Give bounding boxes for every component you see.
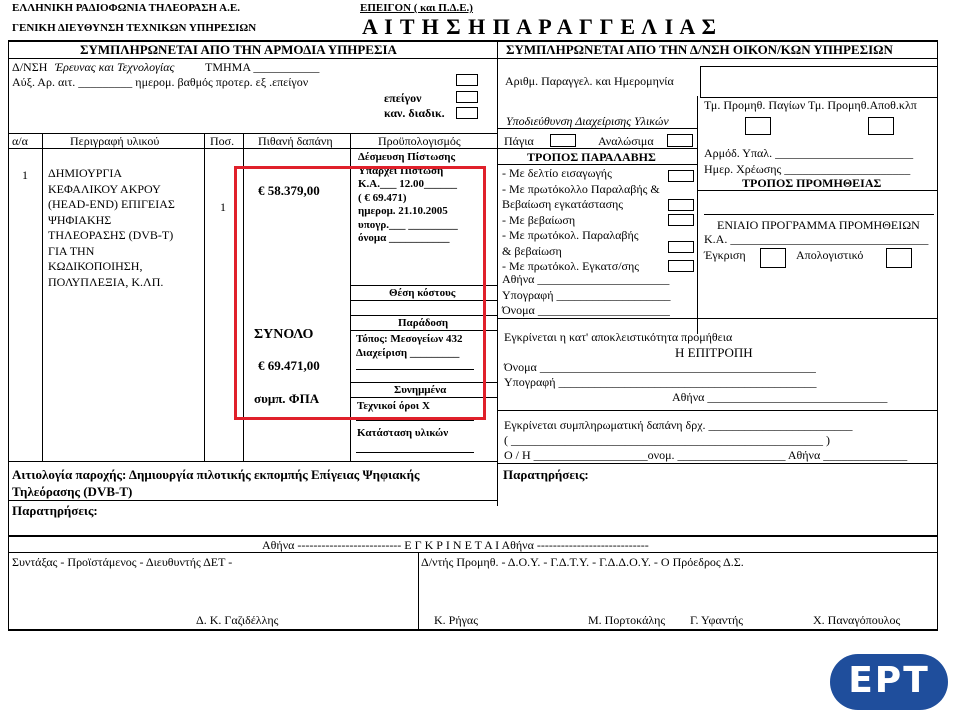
apologistiko-checkbox[interactable]: [886, 248, 912, 268]
supplementary-words: ( ____________________________________________________ ): [504, 433, 830, 447]
order-number-field[interactable]: [700, 66, 938, 98]
delivery-label: Παράδοση: [398, 317, 449, 329]
materials-status: Κατάσταση υλικών: [357, 427, 449, 439]
committee-approved: Εγκρίνεται η κατ' αποκλειστικότητα προμήθεια: [504, 330, 733, 344]
procurement-rule-2: [704, 214, 934, 215]
tmima-field: ΤΜΗΜΑ ___________: [205, 60, 320, 74]
signatory-panagopoulos: Χ. Παναγόπουλος: [813, 613, 901, 627]
roles-left: Συντάξας - Προϊστάμενος - Διευθυντής ΔΕΤ -: [12, 555, 233, 569]
egkrisi-checkbox[interactable]: [760, 248, 786, 268]
middle-divider: [497, 40, 498, 506]
row-quantity: 1: [220, 200, 226, 214]
frame-right-line: [937, 40, 938, 630]
form-title: Α Ι Τ Η Σ Η Π Α Ρ Α Γ Γ Ε Λ Ι Α Σ: [362, 14, 717, 39]
apologistiko-label: Απολογιστικό: [796, 248, 864, 262]
order-number-label: Αριθμ. Παραγγελ. και Ημερομηνία: [505, 74, 674, 88]
justification-line-2: Τηλεόρασης (DVB-T): [12, 484, 133, 499]
storage-procurement-box[interactable]: [868, 117, 894, 135]
dns-label: Δ/ΝΣΗ: [12, 60, 48, 74]
col-description: Περιγραφή υλικού: [70, 134, 160, 148]
col-sep-1: [42, 133, 43, 461]
committee-mid-rule: [497, 410, 937, 411]
materials-subdivision: Υποδιεύθυνση Διαχείρισης Υλικών: [506, 114, 669, 128]
highlight-gap-mask: [234, 166, 340, 169]
epeigon-checkbox[interactable]: [456, 91, 478, 103]
receipt-method-title: ΤΡΟΠΟΣ ΠΑΡΑΛΑΒΗΣ: [527, 150, 656, 164]
justification-rule: [8, 500, 497, 501]
remarks-right: Παρατηρήσεις:: [503, 467, 589, 482]
left-section-title: ΣΥΜΠΛΗΡΩΝΕΤΑΙ ΑΠΟ ΤΗΝ ΑΡΜΟΔΙΑ ΥΠΗΡΕΣΙΑ: [80, 42, 397, 57]
right-section-title: ΣΥΜΠΛΗΡΩΝΕΤΑΙ ΑΠΟ ΤΗΝ Δ/ΝΣΗ ΟΙΚΟΝ/ΚΩΝ ΥΠΗΡΕΣΙΩΝ: [506, 42, 893, 57]
analosima-label: Αναλώσιμα: [598, 134, 654, 148]
receipt-rule-1: [497, 148, 697, 149]
delivery-details: Τόπος: Μεσογείων 432 Διαχείριση _________: [356, 333, 463, 359]
pagia-procurement-box[interactable]: [745, 117, 771, 135]
committee-athens: Αθήνα ______________________________: [672, 390, 888, 404]
ert-logo: [830, 654, 948, 710]
frame-left-line: [8, 40, 9, 630]
row-description: ΔΗΜΙΟΥΡΓΙΑ ΚΕΦΑΛΙΚΟΥ ΑΚΡΟΥ (HEAD-END) ΕΠΙΓΕΙΑΣ ΨΗΦΙΑΚΗΣ ΤΗΛΕΟΡΑΣΗΣ (DVB-T) ΓΙΑ ΤΗΝ ΚΩΔΙΚΟΠΟΙΗΣΗ, ΠΟΛΥΠΛΕΞΙΑ, Κ.ΛΠ.: [48, 166, 175, 289]
dept-name: ΓΕΝΙΚΗ ΔΙΕΥΘΥΝΣΗ ΤΕΧΝΙΚΩΝ ΥΠΗΡΕΣΙΩΝ: [12, 22, 257, 34]
pagia-label: Πάγια: [504, 134, 534, 148]
total-value: € 69.471,00: [258, 358, 320, 373]
ert-logo-text: ΕΡΤ: [848, 660, 930, 701]
approval-divider: [418, 552, 419, 630]
receipt-option-4-checkbox[interactable]: [668, 241, 694, 253]
col-aa: α/α: [12, 134, 28, 148]
cost-position-label: Θέση κόστους: [389, 287, 456, 299]
procurement-assignee: Αρμόδ. Υπαλ. _______________________ Ημερ. Χρέωσης _____________________: [704, 146, 914, 176]
urgent-label: ΕΠΕΙΓΟΝ ( και Π.Δ.Ε.): [360, 2, 473, 14]
kan-diadik-checkbox[interactable]: [456, 107, 478, 119]
tech-underline: [356, 420, 474, 421]
procurement-divider: [697, 96, 698, 334]
committee-name: Όνομα ______________________________________________: [504, 360, 816, 374]
committee-top-rule: [497, 318, 937, 319]
right-title-rule: [497, 58, 937, 59]
col-probable-cost: Πιθανή δαπάνη: [258, 134, 333, 148]
receipt-option-3-checkbox[interactable]: [668, 214, 694, 226]
org-name: ΕΛΛΗΝΙΚΗ ΡΑΔΙΟΦΩΝΙΑ ΤΗΛΕΟΡΑΣΗ Α.Ε.: [12, 2, 240, 14]
approval-top-rule: [8, 535, 938, 537]
procurement-depts: Τμ. Προμηθ. Παγίων Τμ. Προμηθ.Αποθ.κλπ: [704, 98, 917, 112]
signatory-portokalis: Μ. Πορτοκάλης: [588, 613, 666, 627]
egkrisi-label: Έγκριση: [704, 248, 746, 262]
procurement-rule-1: [697, 190, 937, 191]
receipt-option-5-checkbox[interactable]: [668, 260, 694, 272]
attached-label: Συνημμένα: [394, 384, 447, 396]
col-quantity: Ποσ.: [210, 134, 235, 148]
receipt-signoff: Αθήνα ______________________ Υπογραφή ___________________ Όνομα ______________________: [502, 272, 671, 317]
procurement-ka: Κ.Α. _________________________________: [704, 232, 929, 246]
analosima-checkbox[interactable]: [667, 134, 693, 147]
materials-rule: [497, 128, 697, 129]
signatory-gazidellis: Δ. Κ. Γαζιδέλλης: [196, 613, 279, 627]
receipt-option-1-checkbox[interactable]: [668, 170, 694, 182]
table-bottom-rule: [8, 461, 497, 462]
row-aa: 1: [22, 168, 28, 182]
budget-commit-block: Δέσμευση Πίστωσης Υπάρχει Πίστωση Κ.Α.___ 12.00______ ( € 69.471) ημερομ. 21.10.2005 υπογρ.___ _________ όνομα ___________: [358, 151, 458, 244]
supplementary-signoff: Ο / Η ___________________ονομ. __________________ Αθήνα ______________: [504, 448, 908, 462]
receipt-rule-2: [497, 164, 697, 165]
right-remarks-rule: [497, 463, 937, 464]
vat-note: συμπ. ΦΠΑ: [254, 391, 320, 406]
procurement-method-title: ΤΡΟΠΟΣ ΠΡΟΜΗΘΕΙΑΣ: [742, 176, 882, 190]
receipt-option-2-checkbox[interactable]: [668, 199, 694, 211]
kan-diadik-label: καν. διαδικ.: [384, 106, 445, 120]
dns-value: Έρευνας και Τεχνολογίας: [55, 60, 175, 74]
approval-mid-rule: [8, 552, 938, 553]
pagia-checkbox[interactable]: [550, 134, 576, 147]
approval-line: Αθήνα -------------------------- Ε Γ Κ Ρ Ι Ν Ε Τ Α Ι Αθήνα ----------------------------: [262, 538, 649, 552]
frame-bottom-line: [8, 629, 938, 631]
committee-title: Η ΕΠΙΤΡΟΠΗ: [675, 345, 753, 360]
left-title-rule: [8, 58, 497, 59]
unified-program: ΕΝΙΑΙΟ ΠΡΟΓΡΑΜΜΑ ΠΡΟΜΗΘΕΙΩΝ: [717, 218, 920, 232]
col-budget: Προϋπολογισμός: [378, 134, 461, 148]
receipt-options: - Με δελτίο εισαγωγής - Με πρωτόκολλο Παραλαβής & Βεβαίωση εγκατάστασης - Με βεβαίωση - Με πρωτόκολ. Παραλαβής & βεβαίωση - Με πρωτόκολ. Εγκατσ/σης: [502, 166, 660, 273]
ex-epeigon-checkbox[interactable]: [456, 74, 478, 86]
signatory-yfantis: Γ. Υφαντής: [690, 613, 744, 627]
request-info-line: Αύξ. Αρ. αιτ. _________ ημερομ. βαθμός προτερ. εξ .επείγον: [12, 75, 309, 89]
epeigon-label: επείγον: [384, 91, 422, 105]
roles-right: Δ/ντής Προμηθ. - Δ.Ο.Υ. - Γ.Δ.Τ.Υ. - Γ.Δ.Δ.Ο.Υ. - Ο Πρόεδρος Δ.Σ.: [421, 555, 744, 569]
row-cost: € 58.379,00: [258, 183, 320, 198]
col-sep-2: [204, 133, 205, 461]
status-underline: [356, 452, 474, 453]
highlight-frame: [234, 166, 486, 420]
supplementary-cost: Εγκρίνεται συμπληρωματική δαπάνη δρχ. ________________________: [504, 418, 853, 432]
tech-terms: Τεχνικοί όροι Χ: [357, 400, 430, 412]
total-label: ΣΥΝΟΛΟ: [254, 327, 314, 342]
signatory-rigas: Κ. Ρήγας: [434, 613, 478, 627]
remarks-left: Παρατηρήσεις:: [12, 503, 98, 518]
committee-signature: Υπογραφή ___________________________________________: [504, 375, 817, 389]
justification-line-1: Αιτιολογία παροχής: Δημιουργία πιλοτικής εκπομπής Επίγειας Ψηφιακής: [12, 467, 420, 482]
